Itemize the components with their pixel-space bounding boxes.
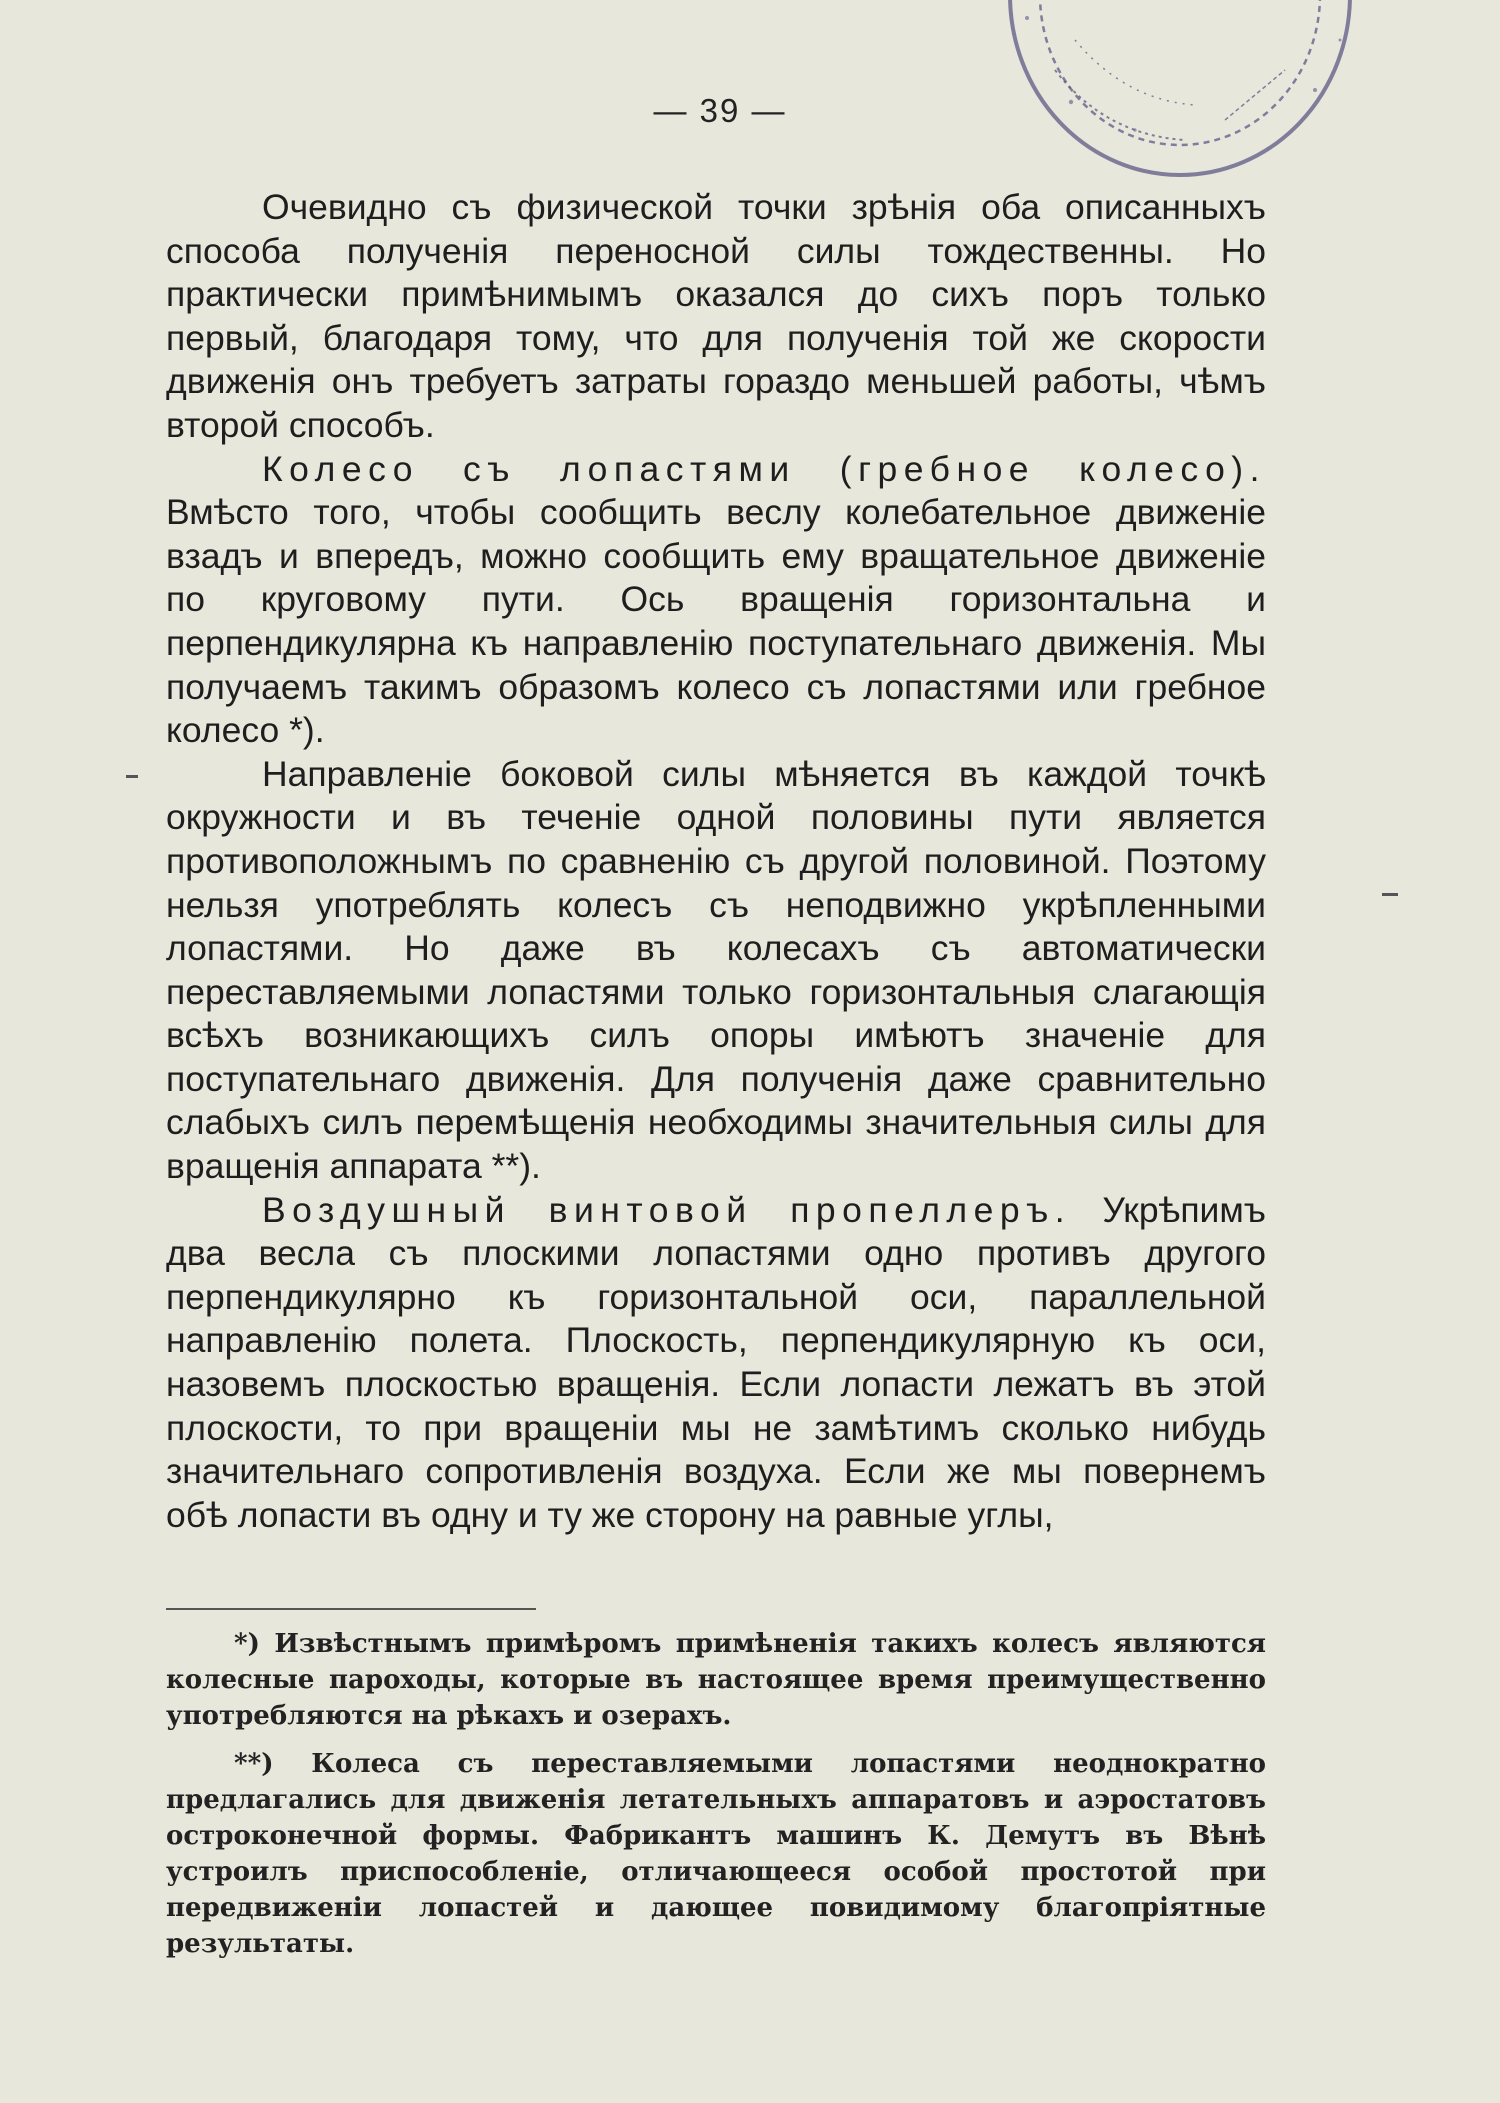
footnotes bbox=[166, 1626, 1266, 1974]
paragraph-text: Вмѣсто того, чтобы сообщить веслу колебательное движеніе взадъ и впередъ, можно сообщить ему вращательное движеніе по круговому пути. Ось вращенія горизонтальна и перпендикулярна къ направленію поступательнаго движенія. Мы получаемъ такимъ образомъ колесо съ лопастями или гребное колесо *). bbox=[166, 492, 1266, 751]
paragraph bbox=[166, 1189, 1266, 1538]
paragraph-text: Очевидно съ физической точки зрѣнія оба описанныхъ способа полученія переносной силы тождественны. Но практически примѣнимымъ оказался до сихъ поръ только первый, благодаря тому, что для полученія той же скорости движенія онъ требуетъ затраты гораздо меньшей работы, чѣмъ второй способъ. bbox=[166, 187, 1266, 445]
section-heading: Колесо съ лопастями (гребное колесо). bbox=[262, 448, 1266, 489]
page-number-header: — 39 — bbox=[653, 92, 787, 129]
paragraph bbox=[166, 448, 1266, 753]
margin-mark bbox=[126, 775, 138, 778]
margin-mark bbox=[1382, 893, 1398, 896]
main-text bbox=[166, 186, 1266, 1537]
paragraph-text: Направленіе боковой силы мѣняется въ каждой точкѣ окружности и въ теченіе одной половины пути является противоположнымъ по сравненію съ другой половиной. Поэтому нельзя употреблять колесъ съ неподвижно укрѣпленными лопастями. Но даже въ колесахъ съ автоматически переставляемыми лопастями только горизонтальныя слагающія всѣхъ возникающихъ силъ опоры имѣютъ значеніе для поступательнаго движенія. Для полученія даже сравнительно слабыхъ силъ перемѣщенія необходимы значительныя силы для вращенія аппарата **). bbox=[166, 753, 1266, 1187]
footnote: **) Колеса съ переставляемыми лопастями неоднократно предлагались для движенія летательныхъ аппаратовъ и аэростатовъ остроконечной формы. Фабрикантъ машинъ К. Демутъ въ Вѣнѣ устроилъ приспособленіе, отличающееся особой простотой при передвиженіи лопастей и дающее повидимому благопріятные результаты. bbox=[166, 1749, 1266, 1959]
paragraph bbox=[166, 753, 1266, 1189]
footnote-divider bbox=[166, 1608, 536, 1610]
paragraph-text: Укрѣпимъ два весла съ плоскими лопастями одно противъ другого перпендикулярно къ горизонтальной оси, параллельной направленію полета. Плоскость, перпендикулярную къ оси, назовемъ плоскостью вращенія. Если лопасти лежатъ въ этой плоскости, то при вращеніи мы не замѣтимъ сколько нибудь значительнаго сопротивленія воздуха. Если же мы повернемъ обѣ лопасти въ одну и ту же сторону на равные углы, bbox=[166, 1189, 1266, 1535]
footnote: *) Извѣстнымъ примѣромъ примѣненія такихъ колесъ являются колесные пароходы, которые въ настоящее время преимущественно употребляются на рѣкахъ и озерахъ. bbox=[166, 1629, 1266, 1731]
paragraph bbox=[166, 186, 1266, 448]
section-heading: Воздушный винтовой пропеллеръ. bbox=[262, 1189, 1072, 1230]
